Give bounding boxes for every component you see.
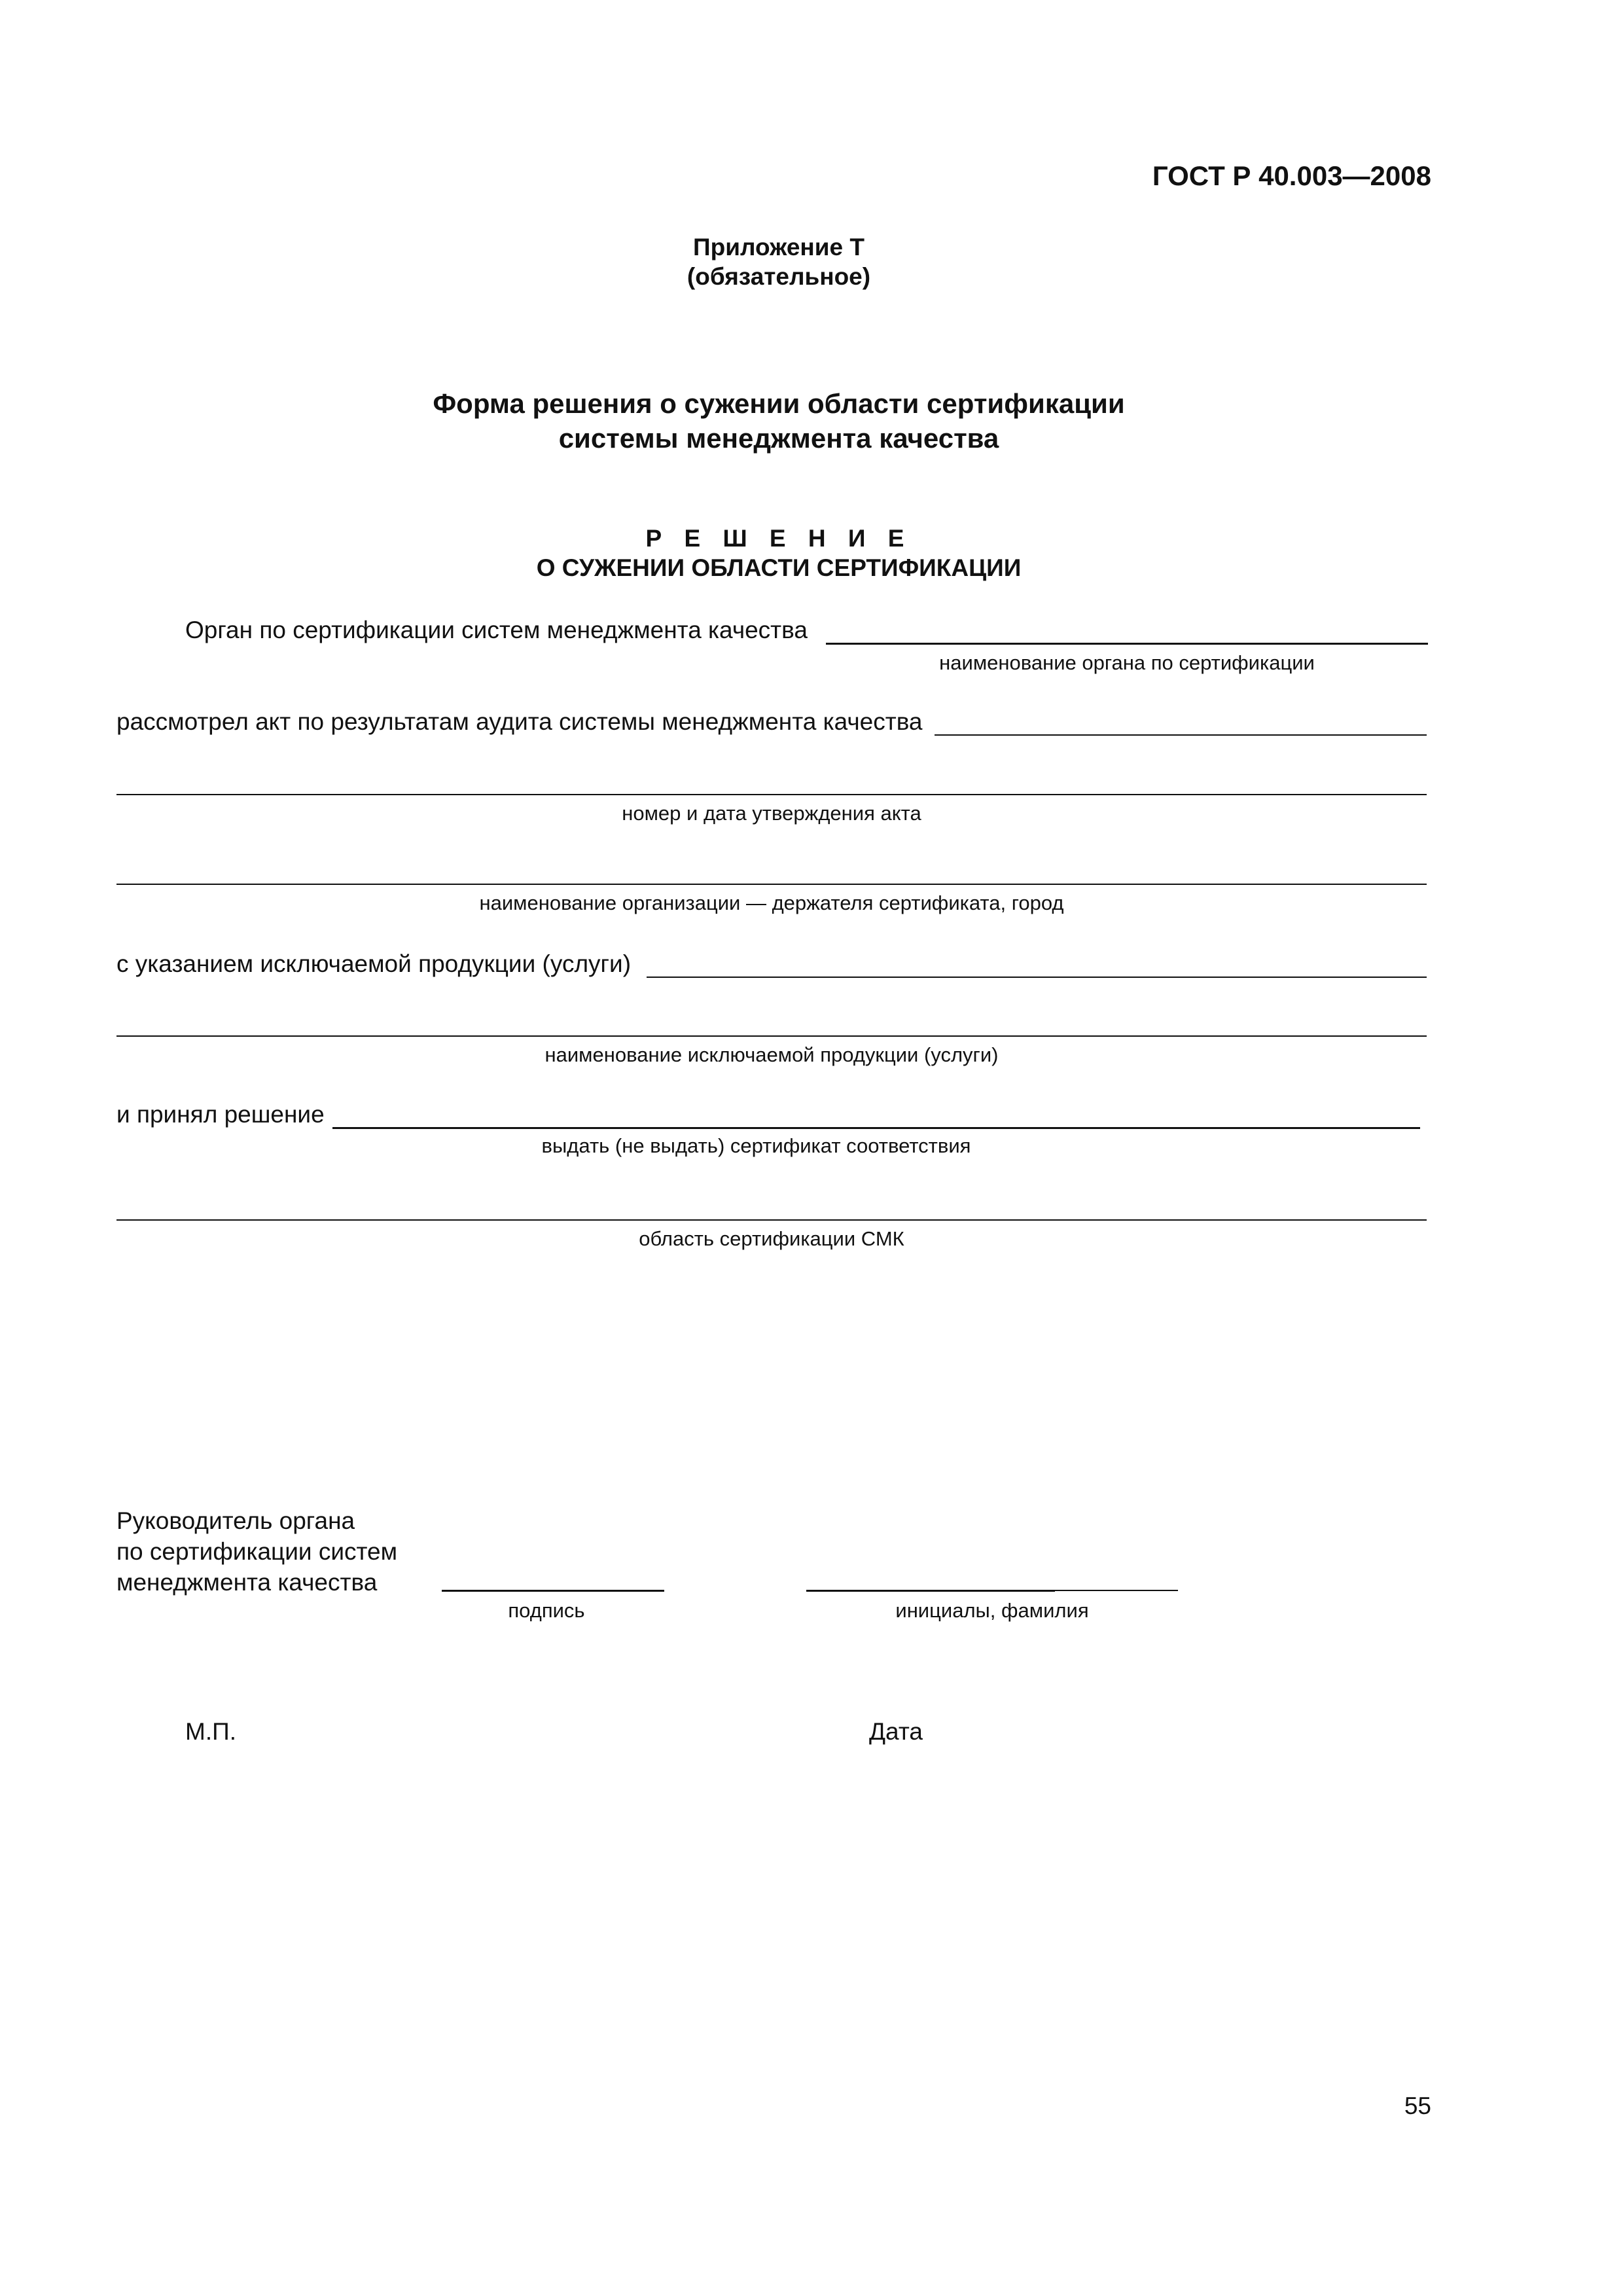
- certification-body-label: Орган по сертификации систем менеджмента качества: [185, 617, 808, 643]
- excluded-product-line-2[interactable]: [116, 1035, 1427, 1037]
- excluded-product-label: с указанием исключаемой продукции (услуги): [116, 950, 632, 977]
- holder-line[interactable]: [116, 884, 1427, 885]
- appendix-title: Приложение Т: [693, 234, 865, 260]
- excluded-product-caption: наименование исключаемой продукции (услуги): [544, 1043, 999, 1066]
- signatory-role-line3: менеджмента качества: [116, 1569, 378, 1596]
- decision-label: и принял решение: [116, 1101, 325, 1128]
- scope-line[interactable]: [116, 1219, 1427, 1221]
- stamp-placeholder: М.П.: [185, 1718, 236, 1745]
- decision-heading-subtitle: О СУЖЕНИИ ОБЛАСТИ СЕРТИФИКАЦИИ: [536, 554, 1022, 581]
- name-caption: инициалы, фамилия: [895, 1599, 1089, 1622]
- form-title: [0, 386, 1558, 456]
- certification-body-line[interactable]: [826, 643, 1428, 645]
- page-number: 55: [1404, 2092, 1431, 2119]
- decision-heading-title: Р Е Ш Е Н И Е: [645, 525, 912, 552]
- signature-caption: подпись: [508, 1599, 585, 1622]
- act-line-1[interactable]: [935, 734, 1427, 736]
- certification-body-caption: наименование органа по сертификации: [939, 651, 1315, 674]
- decision-line[interactable]: [332, 1127, 1420, 1129]
- form-title-line1: Форма решения о сужении области сертификации: [433, 388, 1125, 419]
- appendix-heading: [0, 232, 1558, 291]
- act-caption: номер и дата утверждения акта: [622, 802, 921, 825]
- standard-designation: ГОСТ Р 40.003—2008: [1152, 160, 1431, 191]
- decision-caption: выдать (не выдать) сертификат соответствия: [541, 1134, 971, 1157]
- scope-caption: область сертификации СМК: [639, 1227, 904, 1250]
- act-label: рассмотрел акт по результатам аудита системы менеджмента качества: [116, 708, 923, 735]
- appendix-status: (обязательное): [687, 263, 871, 290]
- holder-caption: наименование организации — держателя сертификата, город: [479, 891, 1064, 914]
- signature-line[interactable]: [442, 1590, 664, 1592]
- date-label: Дата: [869, 1718, 923, 1745]
- name-line-2[interactable]: [1055, 1590, 1178, 1591]
- signatory-role: [116, 1505, 397, 1598]
- name-line-1[interactable]: [806, 1590, 1055, 1592]
- decision-heading: [0, 524, 1558, 583]
- form-title-line2: системы менеджмента качества: [558, 423, 999, 454]
- excluded-product-line-1[interactable]: [647, 977, 1427, 978]
- signatory-role-line1: Руководитель органа: [116, 1507, 355, 1534]
- signatory-role-line2: по сертификации систем: [116, 1538, 398, 1565]
- act-line-2[interactable]: [116, 794, 1427, 795]
